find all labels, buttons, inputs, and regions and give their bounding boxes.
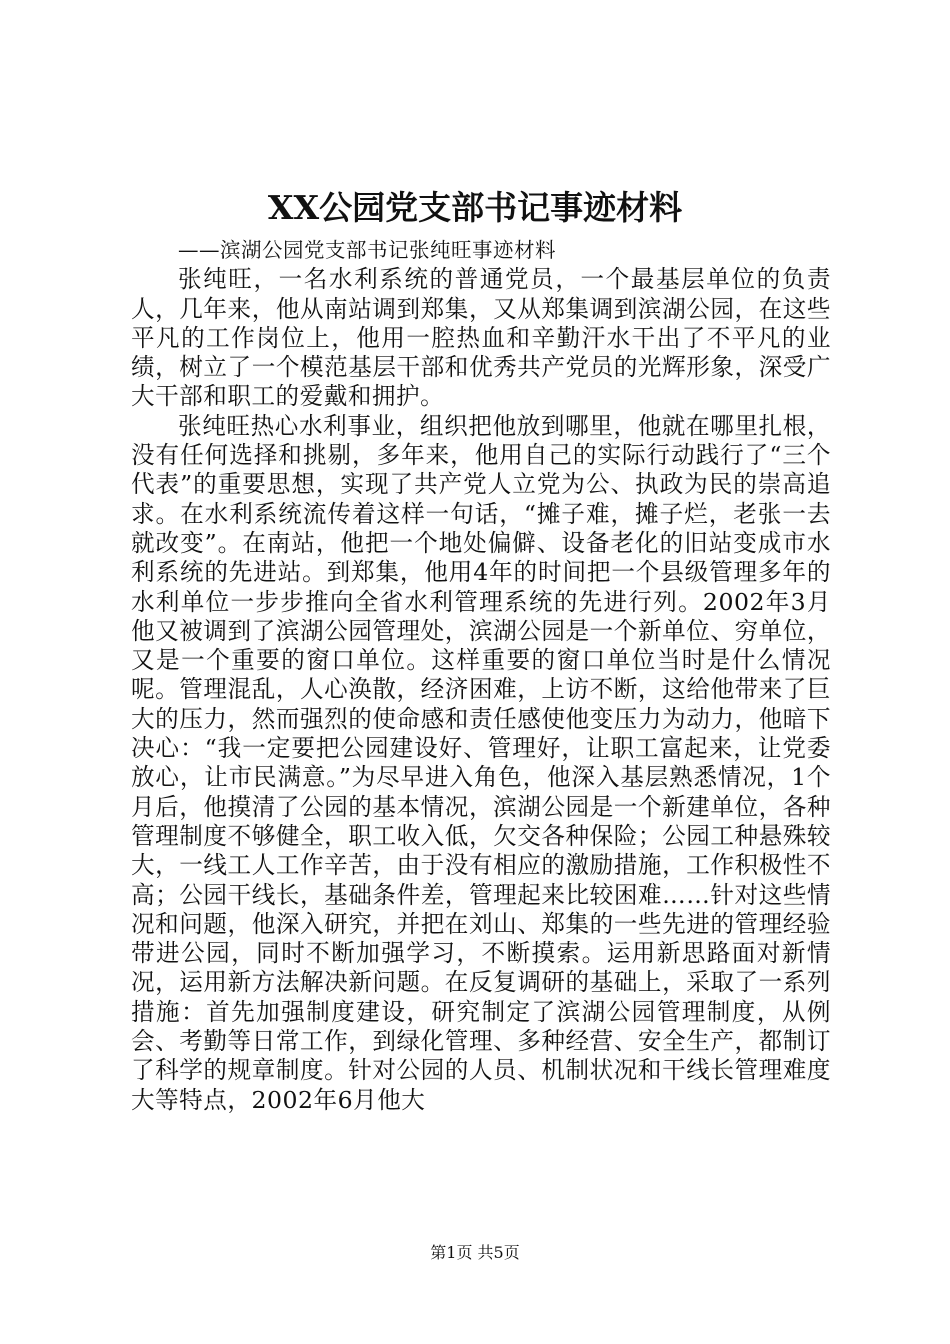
page-number-footer: 第1页 共5页: [430, 1243, 520, 1262]
document-body: [131, 236, 831, 1115]
document-subtitle: ——滨湖公园党支部书记张纯旺事迹材料: [178, 238, 556, 262]
paragraph-1: 张纯旺，一名水利系统的普通党员，一个最基层单位的负责人，几年来，他从南站调到郑集，又从郑集调到滨湖公园，在这些平凡的工作岗位上，他用一腔热血和辛勤汗水干出了不平凡的业绩，树立了一个模范基层干部和优秀共产党员的光辉形象，深受广大干部和职工的爱戴和拥护。: [131, 265, 831, 411]
paragraph-2: 张纯旺热心水利事业，组织把他放到哪里，他就在哪里扎根，没有任何选择和挑剔，多年来，他用自己的实际行动践行了“三个代表”的重要思想，实现了共产党人立党为公、执政为民的崇高追求。在水利系统流传着这样一句话，“摊子难，摊子烂，老张一去就改变”。在南站，他把一个地处偏僻、设备老化的旧站变成市水利系统的先进站。到郑集，他用4年的时间把一个县级管理多年的水利单位一步步推向全省水利管理系统的先进行列。2002年3月他又被调到了滨湖公园管理处，滨湖公园是一个新单位、穷单位，又是一个重要的窗口单位。这样重要的窗口单位当时是什么情况呢。管理混乱，人心涣散，经济困难，上访不断，这给他带来了巨大的压力，然而强烈的使命感和责任感使他变压力为动力，他暗下决心：“我一定要把公园建设好、管理好，让职工富起来，让党委放心，让市民满意。”为尽早进入角色，他深入基层熟悉情况，1个月后，他摸清了公园的基本情况，滨湖公园是一个新建单位，各种管理制度不够健全，职工收入低，欠交各种保险；公园工种悬殊较大，一线工人工作辛苦，由于没有相应的激励措施，工作积极性不高；公园干线长，基础条件差，管理起来比较困难……针对这些情况和问题，他深入研究，并把在刘山、郑集的一些先进的管理经验带进公园，同时不断加强学习，不断摸索。运用新思路面对新情况，运用新方法解决新问题。在反复调研的基础上，采取了一系列措施：首先加强制度建设，研究制定了滨湖公园管理制度，从例会、考勤等日常工作，到绿化管理、多种经营、安全生产，都制订了科学的规章制度。针对公园的人员、机制状况和干线长管理难度大等特点，2002年6月他大: [131, 411, 831, 1114]
document-title: XX公园党支部书记事迹材料: [267, 188, 683, 227]
